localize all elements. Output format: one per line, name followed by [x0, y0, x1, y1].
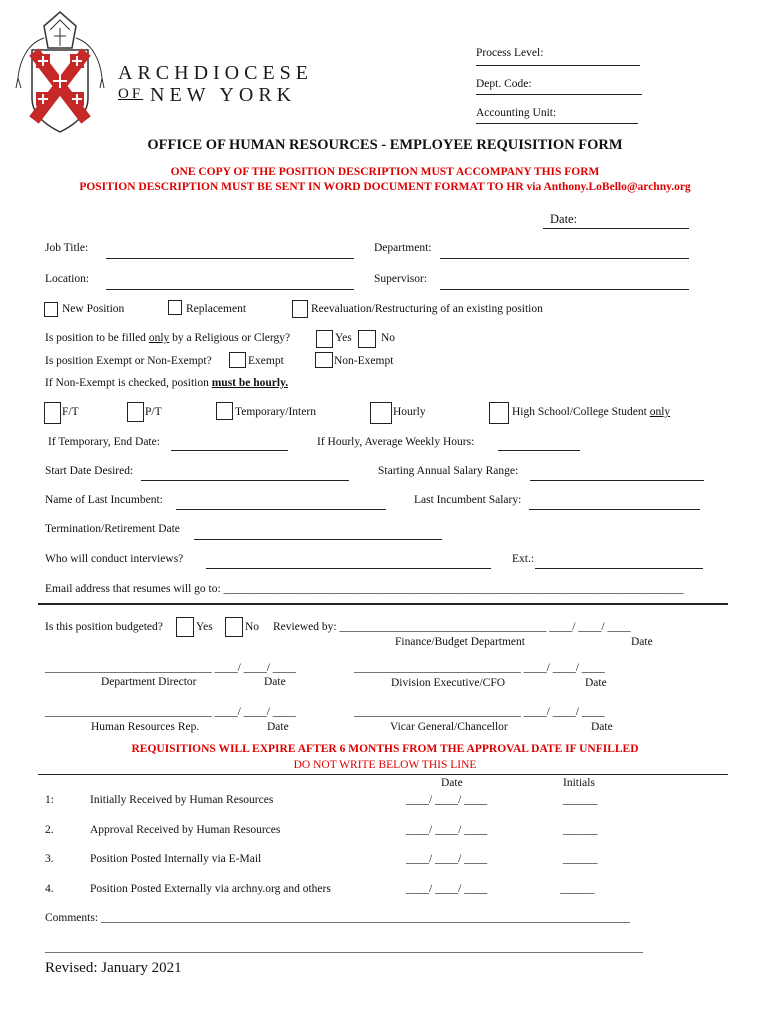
- hr-date-header: Date: [441, 777, 463, 789]
- salary-range-label: Starting Annual Salary Range:: [378, 465, 519, 477]
- hr-row-2-initials[interactable]: ______: [563, 824, 598, 836]
- email-resumes-label: Email address that resumes will go to: ________________________________________________________________________________: [45, 583, 684, 595]
- division-exec-date-caption: Date: [585, 677, 607, 689]
- student-label-only: only: [649, 406, 671, 418]
- salary-range-line[interactable]: [530, 480, 704, 481]
- job-title-label: Job Title:: [45, 242, 89, 254]
- org-name-line1: ARCHDIOCESE: [118, 62, 314, 84]
- last-incumbent-salary-label: Last Incumbent Salary:: [414, 494, 522, 506]
- accounting-unit-label: Accounting Unit:: [476, 107, 557, 119]
- hr-initials-header: Initials: [563, 777, 595, 789]
- location-label: Location:: [45, 273, 90, 285]
- hr-row-3-date[interactable]: ____/ ____/ ____: [406, 853, 488, 865]
- budgeted-yes-label: Yes: [196, 621, 213, 633]
- section-divider: [38, 603, 728, 605]
- budgeted-yes-checkbox[interactable]: [176, 617, 194, 637]
- notice-word-format: POSITION DESCRIPTION MUST BE SENT IN WORD DOCUMENT FORMAT TO HR via Anthony.LoBello@archny.org: [79, 181, 691, 193]
- termination-date-line[interactable]: [194, 539, 442, 540]
- expire-notice: REQUISITIONS WILL EXPIRE AFTER 6 MONTHS FROM THE APPROVAL DATE IF UNFILLED: [131, 743, 639, 755]
- temp-end-date-line[interactable]: [171, 450, 288, 451]
- student-label: [512, 406, 670, 418]
- division-exec-caption: Division Executive/CFO: [391, 677, 506, 689]
- interviewer-label: Who will conduct interviews?: [45, 553, 184, 565]
- religious-question-only: only: [148, 332, 170, 344]
- hr-row-1-num: 1:: [45, 794, 54, 806]
- location-line[interactable]: [106, 289, 354, 290]
- reevaluation-checkbox[interactable]: [292, 300, 308, 318]
- vicar-caption: Vicar General/Chancellor: [390, 721, 508, 733]
- comments-line[interactable]: Comments: ____________________________________________________________________________________________: [45, 912, 630, 924]
- job-title-line[interactable]: [106, 258, 354, 259]
- hourly-label: Hourly: [393, 406, 426, 418]
- hr-row-1-initials[interactable]: ______: [563, 794, 598, 806]
- pt-label: P/T: [145, 406, 162, 418]
- dept-code-line[interactable]: [476, 94, 642, 95]
- supervisor-line[interactable]: [440, 289, 689, 290]
- non-exempt-checkbox[interactable]: [315, 352, 333, 368]
- process-level-label: Process Level:: [476, 47, 544, 59]
- hr-row-3-initials[interactable]: ______: [563, 853, 598, 865]
- hr-row-4-initials[interactable]: ______: [560, 883, 595, 895]
- comments-line-2[interactable]: ________________________________________________________________________________________________________: [45, 942, 643, 954]
- process-level-line[interactable]: [476, 65, 640, 66]
- termination-date-label: Termination/Retirement Date: [45, 523, 180, 535]
- department-label: Department:: [374, 242, 432, 254]
- dept-code-label: Dept. Code:: [476, 78, 532, 90]
- religious-yes-checkbox[interactable]: [316, 330, 333, 348]
- reevaluation-label: Reevaluation/Restructuring of an existing position: [311, 303, 543, 315]
- temp-intern-checkbox[interactable]: [216, 402, 233, 420]
- finance-date-caption: Date: [631, 636, 653, 648]
- dept-director-signature-line[interactable]: _____________________________ ____/ ____/ ____: [45, 662, 296, 674]
- date-line[interactable]: [543, 228, 689, 229]
- religious-no-label: No: [381, 332, 396, 344]
- hourly-note-bold: must be hourly.: [211, 377, 289, 389]
- date-label: Date:: [550, 212, 578, 226]
- hr-rep-caption: Human Resources Rep.: [91, 721, 200, 733]
- avg-weekly-hours-line[interactable]: [498, 450, 580, 451]
- new-position-label: New Position: [62, 303, 125, 315]
- pt-checkbox[interactable]: [127, 402, 144, 422]
- revised-date: Revised: January 2021: [45, 960, 182, 976]
- replacement-checkbox[interactable]: [168, 300, 182, 315]
- budgeted-no-checkbox[interactable]: [225, 617, 243, 637]
- hr-rep-date-caption: Date: [267, 721, 289, 733]
- hr-row-4-date[interactable]: ____/ ____/ ____: [406, 883, 488, 895]
- start-date-label: Start Date Desired:: [45, 465, 134, 477]
- exempt-label: Exempt: [248, 355, 284, 367]
- student-label-pre: High School/College Student: [512, 406, 650, 418]
- exempt-question: Is position Exempt or Non-Exempt?: [45, 355, 212, 367]
- budgeted-no-label: No: [245, 621, 260, 633]
- supervisor-label: Supervisor:: [374, 273, 428, 285]
- hr-row-4-label: Position Posted Externally via archny.org and others: [90, 883, 331, 895]
- department-line[interactable]: [440, 258, 689, 259]
- temp-end-date-label: If Temporary, End Date:: [48, 436, 160, 448]
- student-checkbox[interactable]: [489, 402, 509, 424]
- org-name-prefix: OF: [118, 86, 144, 102]
- religious-no-checkbox[interactable]: [358, 330, 376, 348]
- ext-line[interactable]: [535, 568, 703, 569]
- hr-rep-signature-line[interactable]: _____________________________ ____/ ____/ ____: [45, 706, 296, 718]
- reviewed-by-line[interactable]: Reviewed by: ____________________________________ ____/ ____/ ____: [273, 621, 631, 633]
- last-incumbent-label: Name of Last Incumbent:: [45, 494, 163, 506]
- religious-question-post: by a Religious or Clergy?: [169, 332, 291, 344]
- religious-question-pre: Is position to be filled: [45, 332, 149, 344]
- hr-row-1-date[interactable]: ____/ ____/ ____: [406, 794, 488, 806]
- ft-label: F/T: [62, 406, 79, 418]
- form-title: OFFICE OF HUMAN RESOURCES - EMPLOYEE REQUISITION FORM: [147, 137, 623, 153]
- religious-question: [45, 332, 290, 344]
- notice-position-description: ONE COPY OF THE POSITION DESCRIPTION MUST ACCOMPANY THIS FORM: [170, 166, 600, 178]
- budgeted-question: Is this position budgeted?: [45, 621, 163, 633]
- new-position-checkbox[interactable]: [44, 302, 58, 317]
- hourly-note: [45, 377, 288, 389]
- interviewer-line[interactable]: [206, 568, 491, 569]
- avg-weekly-hours-label: If Hourly, Average Weekly Hours:: [317, 436, 475, 448]
- ft-checkbox[interactable]: [44, 402, 61, 424]
- last-incumbent-line[interactable]: [176, 509, 386, 510]
- hr-row-4-num: 4.: [45, 883, 54, 895]
- accounting-unit-line[interactable]: [476, 123, 638, 124]
- do-not-write-notice: DO NOT WRITE BELOW THIS LINE: [293, 759, 477, 771]
- hr-row-2-label: Approval Received by Human Resources: [90, 824, 281, 836]
- org-name-line2: NEW YORK: [150, 84, 297, 106]
- temp-intern-label: Temporary/Intern: [235, 406, 316, 418]
- hr-row-3-num: 3.: [45, 853, 54, 865]
- hr-use-divider: [38, 774, 728, 775]
- non-exempt-label: Non-Exempt: [334, 355, 394, 367]
- exempt-checkbox[interactable]: [229, 352, 246, 368]
- religious-yes-label: Yes: [335, 332, 352, 344]
- hr-row-1-label: Initially Received by Human Resources: [90, 794, 274, 806]
- division-exec-signature-line[interactable]: _____________________________ ____/ ____/ ____: [354, 662, 605, 674]
- hourly-checkbox[interactable]: [370, 402, 392, 424]
- hourly-note-pre: If Non-Exempt is checked, position: [45, 377, 212, 389]
- finance-dept-caption: Finance/Budget Department: [395, 636, 525, 648]
- dept-director-caption: Department Director: [101, 676, 197, 688]
- hr-row-2-num: 2.: [45, 824, 54, 836]
- dept-director-date-caption: Date: [264, 676, 286, 688]
- archdiocese-seal-logo: [14, 8, 106, 136]
- ext-label: Ext.:: [512, 553, 535, 565]
- start-date-line[interactable]: [141, 480, 349, 481]
- vicar-date-caption: Date: [591, 721, 613, 733]
- last-incumbent-salary-line[interactable]: [529, 509, 700, 510]
- replacement-label: Replacement: [186, 303, 247, 315]
- vicar-signature-line[interactable]: _____________________________ ____/ ____/ ____: [354, 706, 605, 718]
- hr-row-3-label: Position Posted Internally via E-Mail: [90, 853, 262, 865]
- hr-row-2-date[interactable]: ____/ ____/ ____: [406, 824, 488, 836]
